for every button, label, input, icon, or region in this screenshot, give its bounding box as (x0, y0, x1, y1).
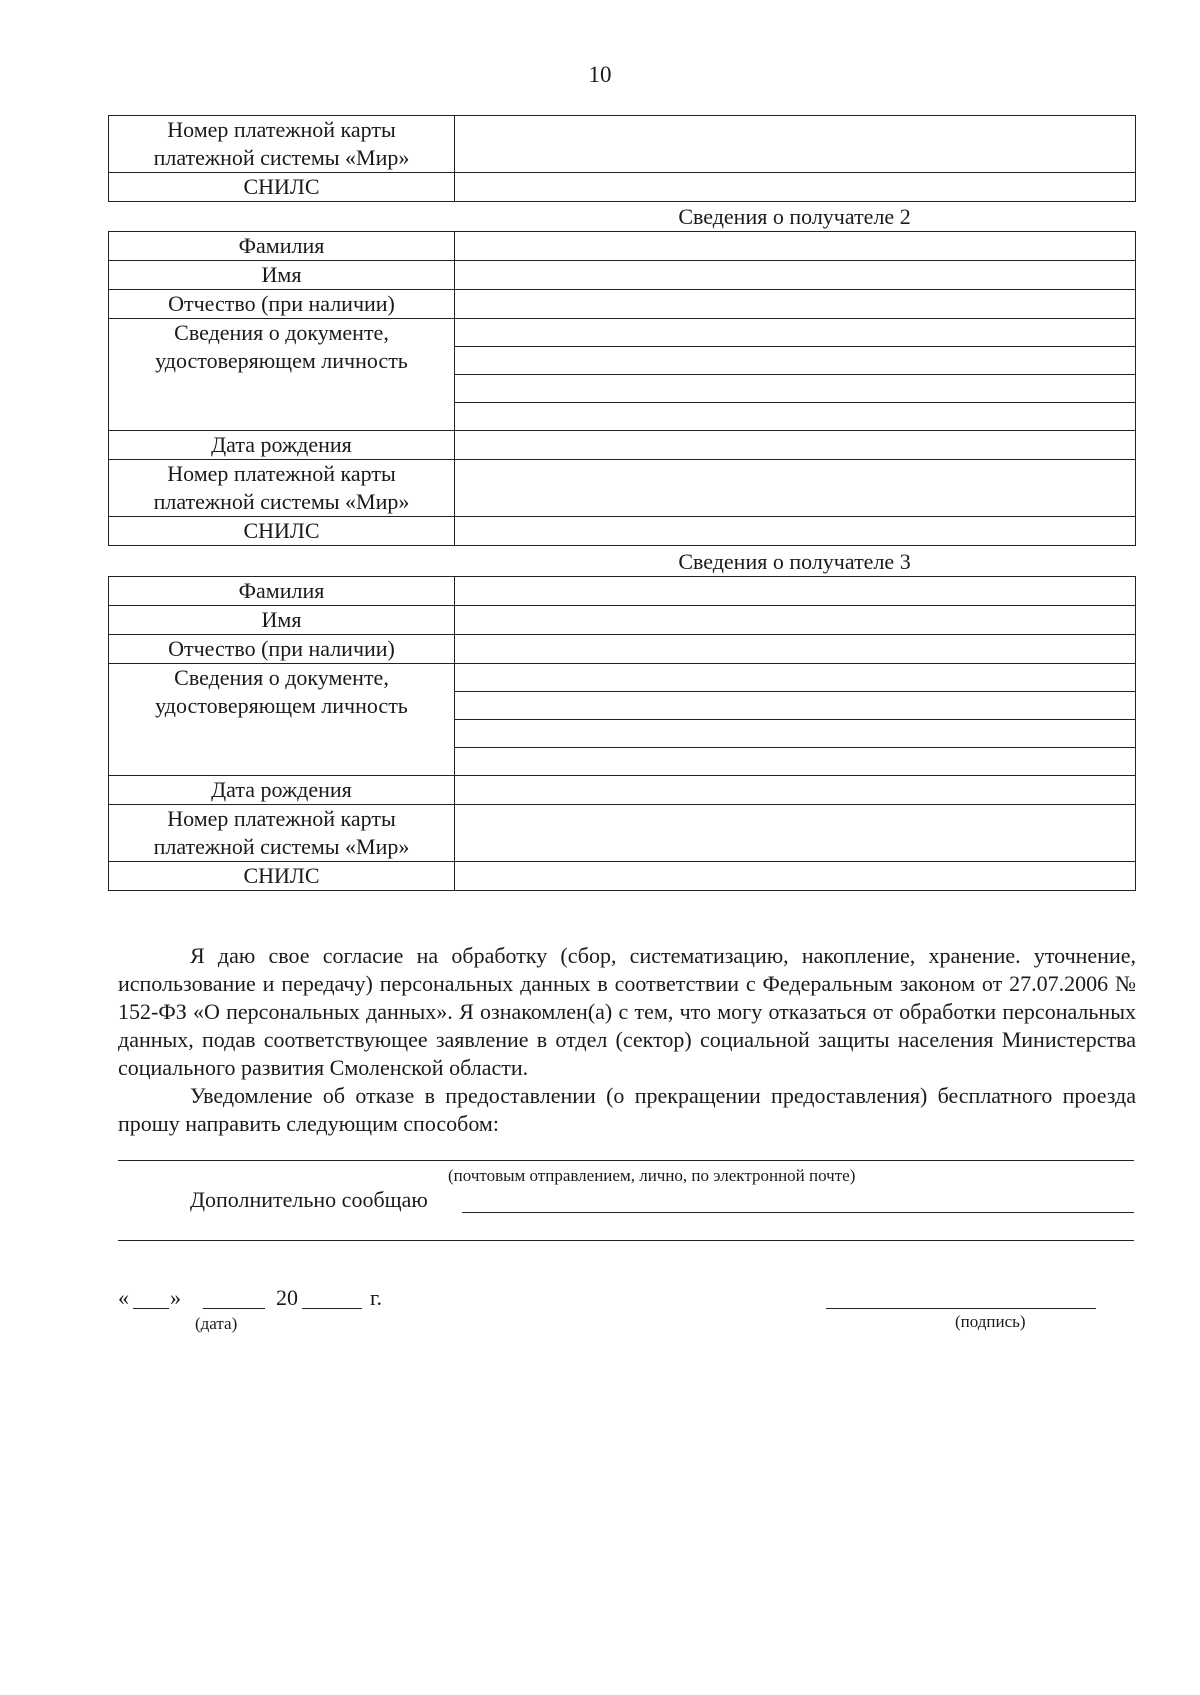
card-label: Номер платежной карты платежной системы «Мир» (109, 805, 455, 862)
name-label: Имя (109, 261, 455, 290)
card-field[interactable] (455, 805, 1136, 862)
patronymic-field[interactable] (455, 290, 1136, 319)
method-hint: (почтовым отправлением, лично, по электронной почте) (448, 1166, 856, 1185)
card-value-field[interactable] (455, 116, 1136, 173)
name-field[interactable] (455, 261, 1136, 290)
birth-label: Дата рождения (109, 776, 455, 805)
page-number: 10 (588, 62, 612, 87)
card-label: Номер платежной карты платежной системы «Мир» (109, 460, 455, 517)
document-label: Сведения о документе, удостоверяющем личность (109, 664, 455, 776)
recipient1-table (108, 115, 1136, 202)
recipient3-title: Сведения о получателе 3 (678, 549, 911, 574)
document-line[interactable] (455, 319, 1135, 347)
date-hint: (дата) (195, 1314, 238, 1333)
snils-label: СНИЛС (109, 862, 455, 891)
document-line[interactable] (455, 403, 1135, 430)
surname-label: Фамилия (109, 232, 455, 261)
snils-label: СНИЛС (109, 517, 455, 546)
signature-line[interactable] (826, 1308, 1096, 1309)
snils-value-field[interactable] (455, 173, 1136, 202)
document-line[interactable] (455, 375, 1135, 403)
signature-hint: (подпись) (955, 1312, 1026, 1331)
birth-label: Дата рождения (109, 431, 455, 460)
recipient2-title: Сведения о получателе 2 (678, 204, 911, 229)
recipient2-table (108, 231, 1136, 546)
surname-field[interactable] (455, 577, 1136, 606)
date-year-line[interactable] (302, 1308, 362, 1309)
snils-label: СНИЛС (109, 173, 455, 202)
birth-field[interactable] (455, 431, 1136, 460)
consent-paragraph: Я даю свое согласие на обработку (сбор, систематизацию, накопление, хранение. уточнение, использование и передачу) персональных данных в соответствии с Федеральным законом от 27.07.2006 № 152-ФЗ «О персональных данных». Я ознакомлен(а) с тем, что могу отказаться от обработки персональных данных, подав соответствующее заявление в отдел (сектор) социальной защиты населения Министерства социального развития Смоленской области. (118, 943, 1136, 1080)
additional-label: Дополнительно сообщаю (190, 1187, 428, 1212)
patronymic-label: Отчество (при наличии) (109, 290, 455, 319)
document-fields[interactable] (455, 319, 1136, 431)
card-field[interactable] (455, 460, 1136, 517)
additional-line-1[interactable] (462, 1212, 1134, 1213)
document-line[interactable] (455, 720, 1135, 748)
card-label: Номер платежной карты платежной системы «Мир» (109, 116, 455, 173)
document-label: Сведения о документе, удостоверяющем личность (109, 319, 455, 431)
surname-field[interactable] (455, 232, 1136, 261)
name-field[interactable] (455, 606, 1136, 635)
birth-field[interactable] (455, 776, 1136, 805)
document-line[interactable] (455, 748, 1135, 775)
document-line[interactable] (455, 347, 1135, 375)
document-line[interactable] (455, 692, 1135, 720)
surname-label: Фамилия (109, 577, 455, 606)
name-label: Имя (109, 606, 455, 635)
method-line[interactable] (118, 1160, 1134, 1161)
year-suffix: г. (370, 1285, 383, 1310)
recipient3-table (108, 576, 1136, 891)
date-open-quote: « (118, 1285, 129, 1310)
patronymic-label: Отчество (при наличии) (109, 635, 455, 664)
document-fields[interactable] (455, 664, 1136, 776)
patronymic-field[interactable] (455, 635, 1136, 664)
document-line[interactable] (455, 664, 1135, 692)
additional-line-2[interactable] (118, 1240, 1134, 1241)
snils-field[interactable] (455, 862, 1136, 891)
year-prefix: 20 (276, 1285, 298, 1310)
notice-paragraph: Уведомление об отказе в предоставлении (о прекращении предоставления) бесплатного проезда прошу направить следующим способом: (118, 1083, 1136, 1136)
snils-field[interactable] (455, 517, 1136, 546)
date-day-line[interactable] (133, 1308, 169, 1309)
date-month-line[interactable] (203, 1308, 265, 1309)
date-close-quote: » (170, 1285, 181, 1310)
